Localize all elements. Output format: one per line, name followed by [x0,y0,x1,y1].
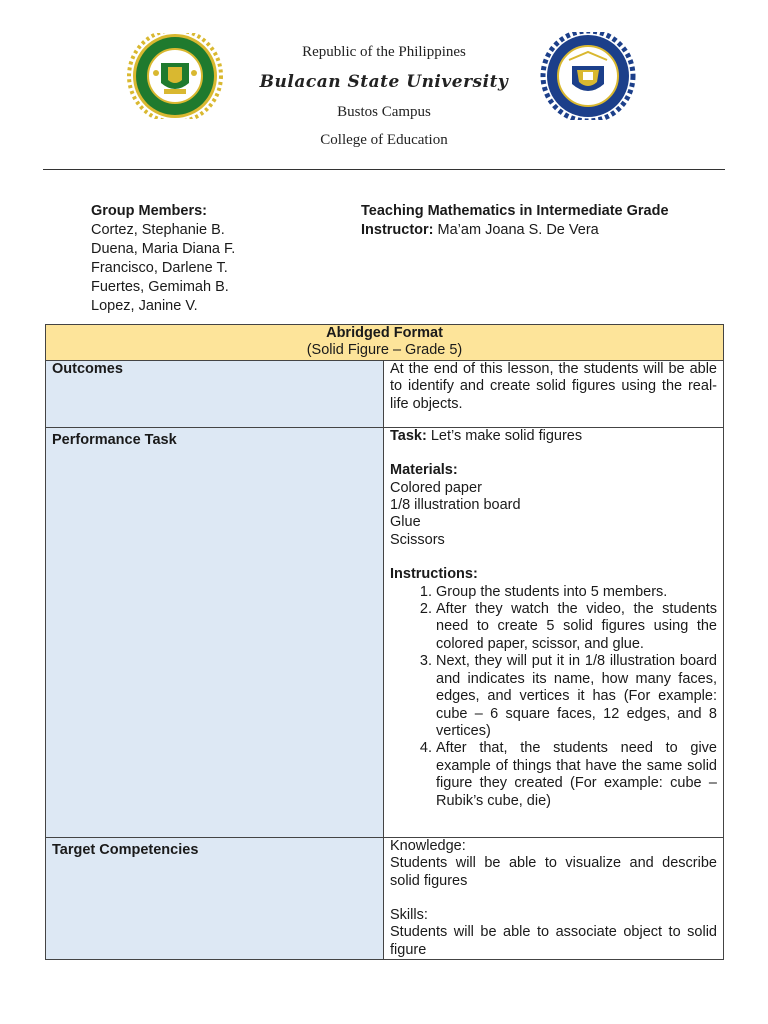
republic-line: Republic of the Philippines [302,44,466,60]
group-members-block [91,202,235,316]
plan-title-row [46,325,724,361]
material-item: 1/8 illustration board [390,497,521,514]
instruction-item: 4. After that, the students need to give example of things that have the same solid figure they created (For example: cube – Rubik’s cube, die) [436,740,717,810]
skills-label: Skills: [390,907,428,924]
instructions-list [390,584,717,810]
instructions-label: Instructions: [390,566,478,583]
instructor-name: Ma’am Joana S. De Vera [433,222,599,238]
materials-label: Materials: [390,462,458,479]
task-label: Task: [390,427,427,444]
university-name: Bulacan State University [259,72,509,92]
header-divider [43,169,725,170]
member-name: Lopez, Janine V. [91,298,198,314]
instructor-label: Instructor: [361,222,434,238]
skills-text: Students will be able to associate object to solid figure [390,924,717,958]
performance-task-content [384,427,724,837]
course-title: Teaching Mathematics in Intermediate Grade [361,203,669,219]
campus-name: Bustos Campus [337,104,431,120]
header-text-block [184,38,584,154]
instructor-line [361,221,669,240]
member-name: Fuertes, Gemimah B. [91,279,229,295]
material-item: Glue [390,514,421,531]
outcomes-text: At the end of this lesson, the students will be able to identify and create solid figures using the real-life objects. [384,360,724,427]
outcomes-row [46,360,724,427]
lesson-plan-table [45,324,724,960]
member-name: Francisco, Darlene T. [91,260,228,276]
college-name: College of Education [320,132,448,148]
instruction-item: 3. Next, they will put it in 1/8 illustration board and indicates its name, how many faces, edges, and vertices it has (For example: cube – 6 square faces, 12 edges, and 8 vertices) [436,653,717,740]
plan-title: Abridged Format [326,325,443,341]
instruction-item: 2. After they watch the video, the students need to create 5 solid figures using the colored paper, scissor, and glue. [436,601,717,653]
material-item: Scissors [390,531,445,548]
performance-task-row [46,427,724,837]
knowledge-label: Knowledge: [390,837,466,854]
plan-title-cell [46,325,724,361]
target-competencies-content [384,837,724,959]
task-line [390,428,717,445]
course-info-block [361,202,669,240]
performance-task-label: Performance Task [46,427,384,837]
college-of-education-seal-icon [539,32,637,125]
member-name: Duena, Maria Diana F. [91,241,236,257]
plan-subtitle: (Solid Figure – Grade 5) [306,342,463,359]
knowledge-text: Students will be able to visualize and describe solid figures [390,855,717,889]
group-members-label: Group Members: [91,203,208,219]
outcomes-label: Outcomes [46,360,384,427]
member-name: Cortez, Stephanie B. [91,222,225,238]
task-text: Let’s make solid figures [426,427,583,444]
target-competencies-row [46,837,724,959]
instruction-item: 1. Group the students into 5 members. [436,584,717,601]
document-header [0,0,768,170]
target-competencies-label: Target Competencies [46,837,384,959]
material-item: Colored paper [390,479,482,496]
